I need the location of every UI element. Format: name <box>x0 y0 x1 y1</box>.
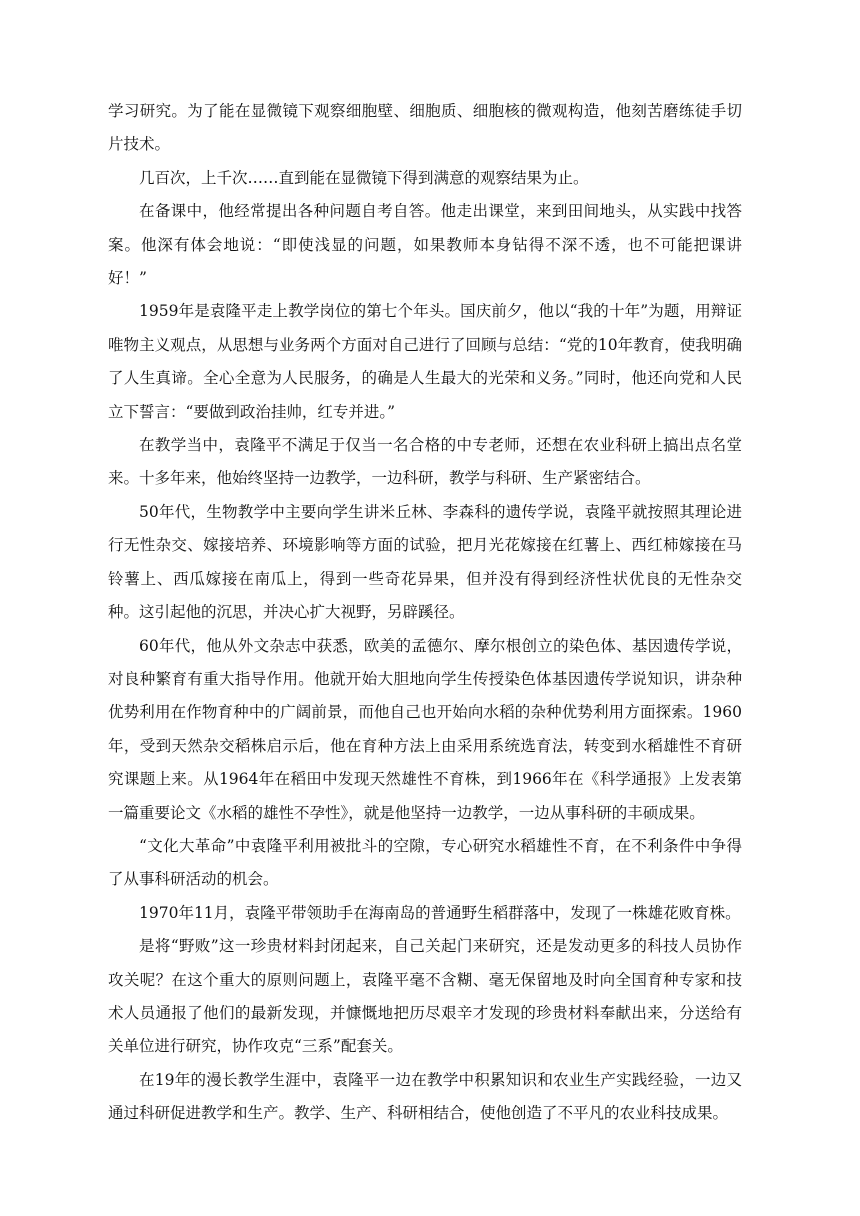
paragraph: 1970年11月，袁隆平带领助手在海南岛的普通野生稻群落中，发现了一株雄花败育株。 <box>139 903 741 922</box>
paragraph: 60年代，他从外文杂志中获悉，欧美的孟德尔、摩尔根创立的染色体、基因遗传学说，对良种繁育有重大指导作用。他就开始大胆地向学生传授染色体基因遗传学说知识，讲杂种优势利用在作物育种中的广阔前景，而他自己也开始向水稻的杂种优势利用方面探索。1960年，受到天然杂交稻株启示后，他在育种方法上由采用系统选育法，转变到水稻雄性不育研究课题上来。从1964年在稻田中发现天然雄性不育株，到1966年在《科学通报》上发表第一篇重要论文《水稻的雄性不孕性》，就是他坚持一边教学，一边从事科研的丰硕成果。 <box>108 636 742 822</box>
paragraph: “文化大革命”中袁隆平利用被批斗的空隙，专心研究水稻雄性不育，在不利条件中争得了从事科研活动的机会。 <box>108 836 742 889</box>
paragraph: 几百次，上千次……直到能在显微镜下得到满意的观察结果为止。 <box>139 168 589 187</box>
paragraph-continuation: 学习研究。为了能在显微镜下观察细胞壁、细胞质、细胞核的微观构造，他刻苦磨练徒手切片技术。 <box>108 102 742 154</box>
paragraph: 在教学当中，袁隆平不满足于仅当一名合格的中专老师，还想在农业科研上搞出点名堂来。十多年来，他始终坚持一边教学，一边科研，教学与科研、生产紧密结合。 <box>108 436 742 488</box>
document-page <box>108 95 742 1131</box>
paragraph: 在备课中，他经常提出各种问题自考自答。他走出课堂，来到田间地头，从实践中找答案。他深有体会地说：“即使浅显的问题，如果教师本身钻得不深不透，也不可能把课讲好！” <box>108 202 742 288</box>
paragraph: 50年代，生物教学中主要向学生讲米丘林、李森科的遗传学说，袁隆平就按照其理论进行无性杂交、嫁接培养、环境影响等方面的试验，把月光花嫁接在红薯上、西红柿嫁接在马铃薯上、西瓜嫁接在南瓜上，得到一些奇花异果，但并没有得到经济性状优良的无性杂交种。这引起他的沉思，并决心扩大视野，另辟蹊径。 <box>108 502 742 622</box>
paragraph: 1959年是袁隆平走上教学岗位的第七个年头。国庆前夕，他以“我的十年”为题，用辩证唯物主义观点，从思想与业务两个方面对自己进行了回顾与总结：“党的10年教育，使我明确了人生真谛。全心全意为人民服务，的确是人生最大的光荣和义务。”同时，他还向党和人民立下誓言：“要做到政治挂帅，红专并进。” <box>108 302 742 421</box>
paragraph: 在19年的漫长教学生涯中，袁隆平一边在教学中积累知识和农业生产实践经验，一边又通过科研促进教学和生产。教学、生产、科研相结合，使他创造了不平凡的农业科技成果。 <box>108 1070 742 1123</box>
paragraph: 是将“野败”这一珍贵材料封闭起来，自己关起门来研究，还是发动更多的科技人员协作攻关呢？在这个重大的原则问题上，袁隆平毫不含糊、毫无保留地及时向全国育种专家和技术人员通报了他们的最新发现，并慷慨地把历尽艰辛才发现的珍贵材料奉献出来，分送给有关单位进行研究，协作攻克“三系”配套关。 <box>108 937 742 1056</box>
